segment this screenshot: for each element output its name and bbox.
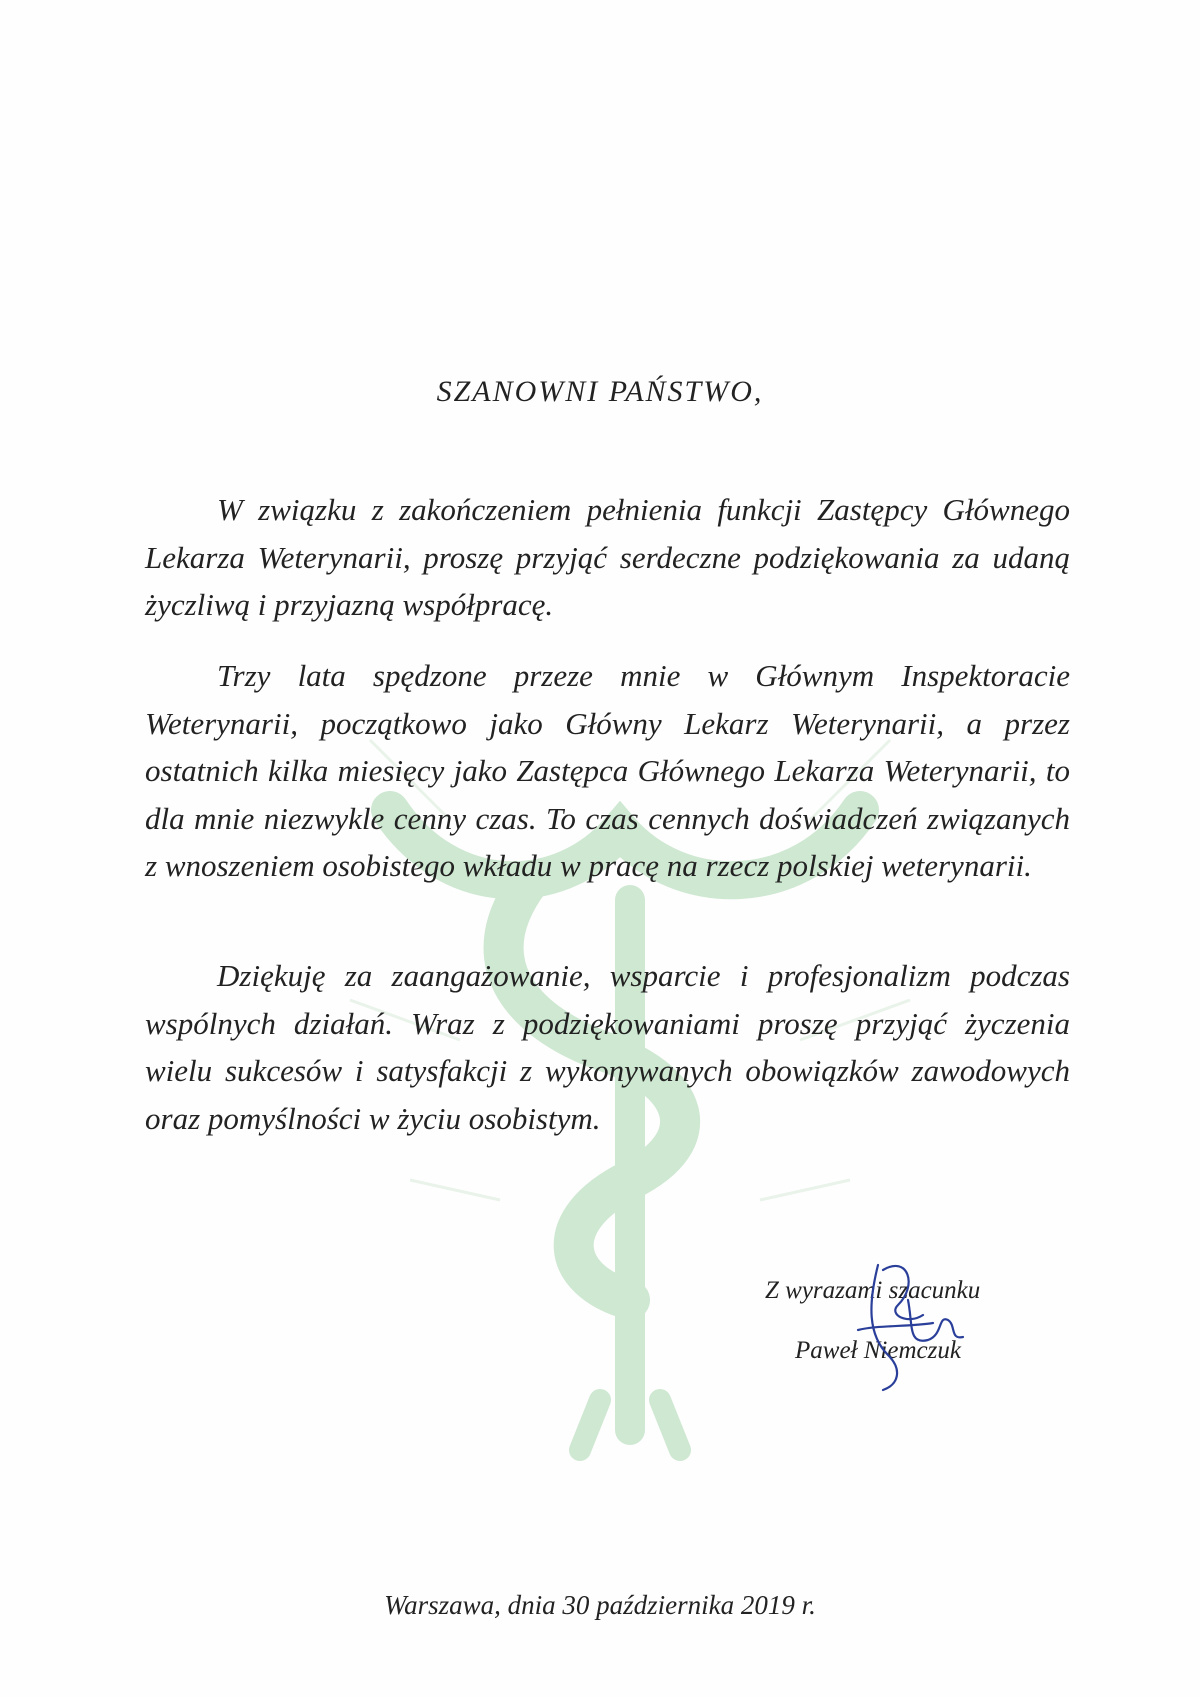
paragraph-2 <box>145 652 1070 890</box>
salutation: SZANOWNI PAŃSTWO, <box>436 375 764 408</box>
paragraph-1-text: W związku z zakończeniem pełnienia funkcji Zastępcy Głównego Lekarza Weterynarii, proszę przyjąć serdeczne podziękowania za udaną życzliwą i przyjazną współpracę. <box>145 492 1070 622</box>
paragraph-2-text: Trzy lata spędzone przeze mnie w Głównym Inspektoracie Weterynarii, początkowo jako Główny Lekarz Weterynarii, a przez ostatnich kilka miesięcy jako Zastępca Głównego Lekarza Weterynarii, to dla mnie niezwykle cenny czas. To czas cennych doświadczeń związanych z wnoszeniem osobistego wkładu w pracę na rzecz polskiej weterynarii. <box>145 658 1070 883</box>
signatory-name: Paweł Niemczuk <box>795 1337 961 1364</box>
handwritten-signature-icon <box>838 1245 978 1395</box>
closing-line: Z wyrazami szacunku <box>765 1277 981 1304</box>
paragraph-3 <box>145 952 1070 1142</box>
paragraph-1 <box>145 486 1070 629</box>
paragraph-3-text: Dziękuję za zaangażowanie, wsparcie i profesjonalizm podczas wspólnych działań. Wraz z podziękowaniami proszę przyjąć życzenia wielu sukcesów i satysfakcji z wykonywanych obowiązków zawodowych oraz pomyślności w życiu osobistym. <box>145 958 1070 1136</box>
place-date-line: Warszawa, dnia 30 października 2019 r. <box>384 1590 816 1620</box>
